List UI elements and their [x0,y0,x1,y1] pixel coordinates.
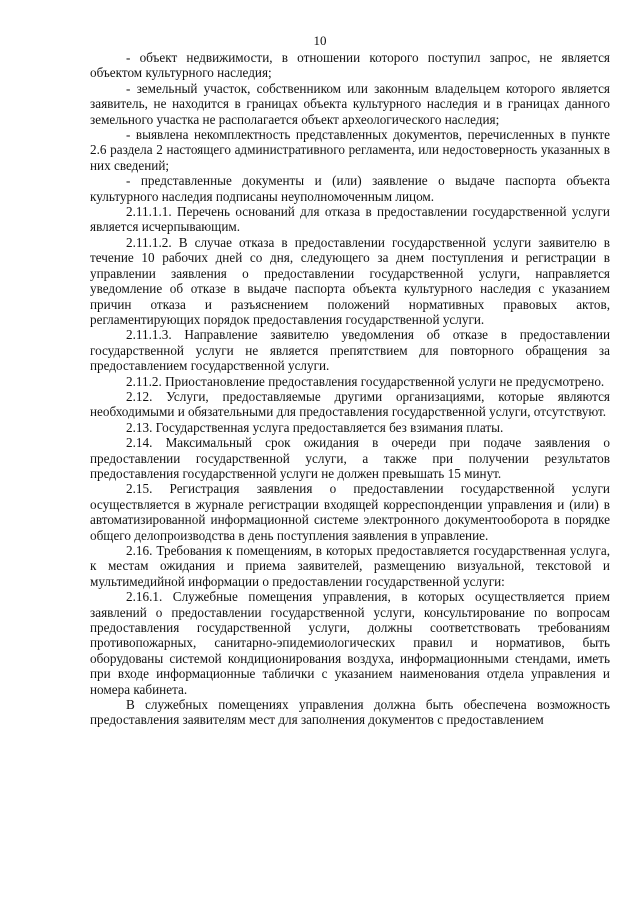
paragraph-2-12: 2.12. Услуги, предоставляемые другими организациями, которые являются необходимыми и обязательными для предоставления государственной услуги, отсутствуют. [90,388,610,420]
document-body [90,50,610,728]
paragraph-2-13: 2.13. Государственная услуга предоставляется без взимания платы. [126,419,504,435]
paragraph-2-11-1-2: 2.11.1.2. В случае отказа в предоставлении государственной услуги заявителю в течение 10 рабочих дней со дня, следующего за днем поступления и регистрации в управлении заявления о предоставлении государственной услуги, направляется уведомление об отказе в выдаче паспорта объекта культурного наследия с указанием причин отказа и разъяснением положений нормативных правовых актов, регламентирующих порядок предоставления государственной услуги. [90,234,610,327]
paragraph-bullet-unauthorized: - представленные документы и (или) заявление о выдаче паспорта объекта культурного наследия подписаны неуполномоченным лицом. [90,173,610,204]
paragraph-bullet-incomplete-docs: - выявлена некомплектность представленных документов, перечисленных в пункте 2.6 раздела 2 настоящего административного регламента, или недостоверность указанных в них сведений; [90,127,610,173]
paragraph-bullet-land-plot: - земельный участок, собственником или законным владельцем которого является заявитель, не находится в границах объекта культурного наследия и в границах данного земельного участка не располагается объект археологического наследия; [90,80,610,127]
paragraph-2-14: 2.14. Максимальный срок ожидания в очереди при подаче заявления о предоставлении государственной услуги, а также при получении результатов предоставления государственной услуги не должен превышать 15 минут. [90,435,610,481]
paragraph-2-15: 2.15. Регистрация заявления о предоставлении государственной услуги осуществляется в журнале регистрации входящей корреспонденции управления и (или) в автоматизированной информационной системе электронного документооборота в порядке общего делопроизводства в день поступления заявления в управление. [90,481,610,543]
paragraph-2-11-2: 2.11.2. Приостановление предоставления государственной услуги не предусмотрено. [126,373,605,389]
paragraph-2-11-1-3: 2.11.1.3. Направление заявителю уведомления об отказе в предоставлении государственной услуги не является препятствием для повторного обращения за предоставлением государственной услуги. [90,327,610,374]
paragraph-2-16-1: 2.16.1. Служебные помещения управления, в которых осуществляется прием заявлений о предоставлении государственной услуги, консультирование по вопросам предоставления государственной услуги, должны соответствовать требованиям противопожарных, санитарно-эпидемиологических правил и нормативов, быть оборудованы системой кондиционирования воздуха, информационными стендами, иметь при входе информационные таблички с указанием наименования отдела управления и номера кабинета. [90,589,610,697]
paragraph-2-11-1-1: 2.11.1.1. Перечень оснований для отказа в предоставлении государственной услуги является исчерпывающим. [90,204,610,235]
paragraph-office-requirements: В служебных помещениях управления должна быть обеспечена возможность предоставления заявителям мест для заполнения документов с предоставлением [90,697,610,728]
paragraph-bullet-not-heritage: - объект недвижимости, в отношении которого поступил запрос, не является объектом культурного наследия; [90,50,610,81]
page-number: 10 [313,33,327,48]
paragraph-2-16: 2.16. Требования к помещениям, в которых предоставляется государственная услуга, к местам ожидания и приема заявителей, размещению визуальной, текстовой и мультимедийной информации о предоставлении государственной услуги: [90,543,610,589]
